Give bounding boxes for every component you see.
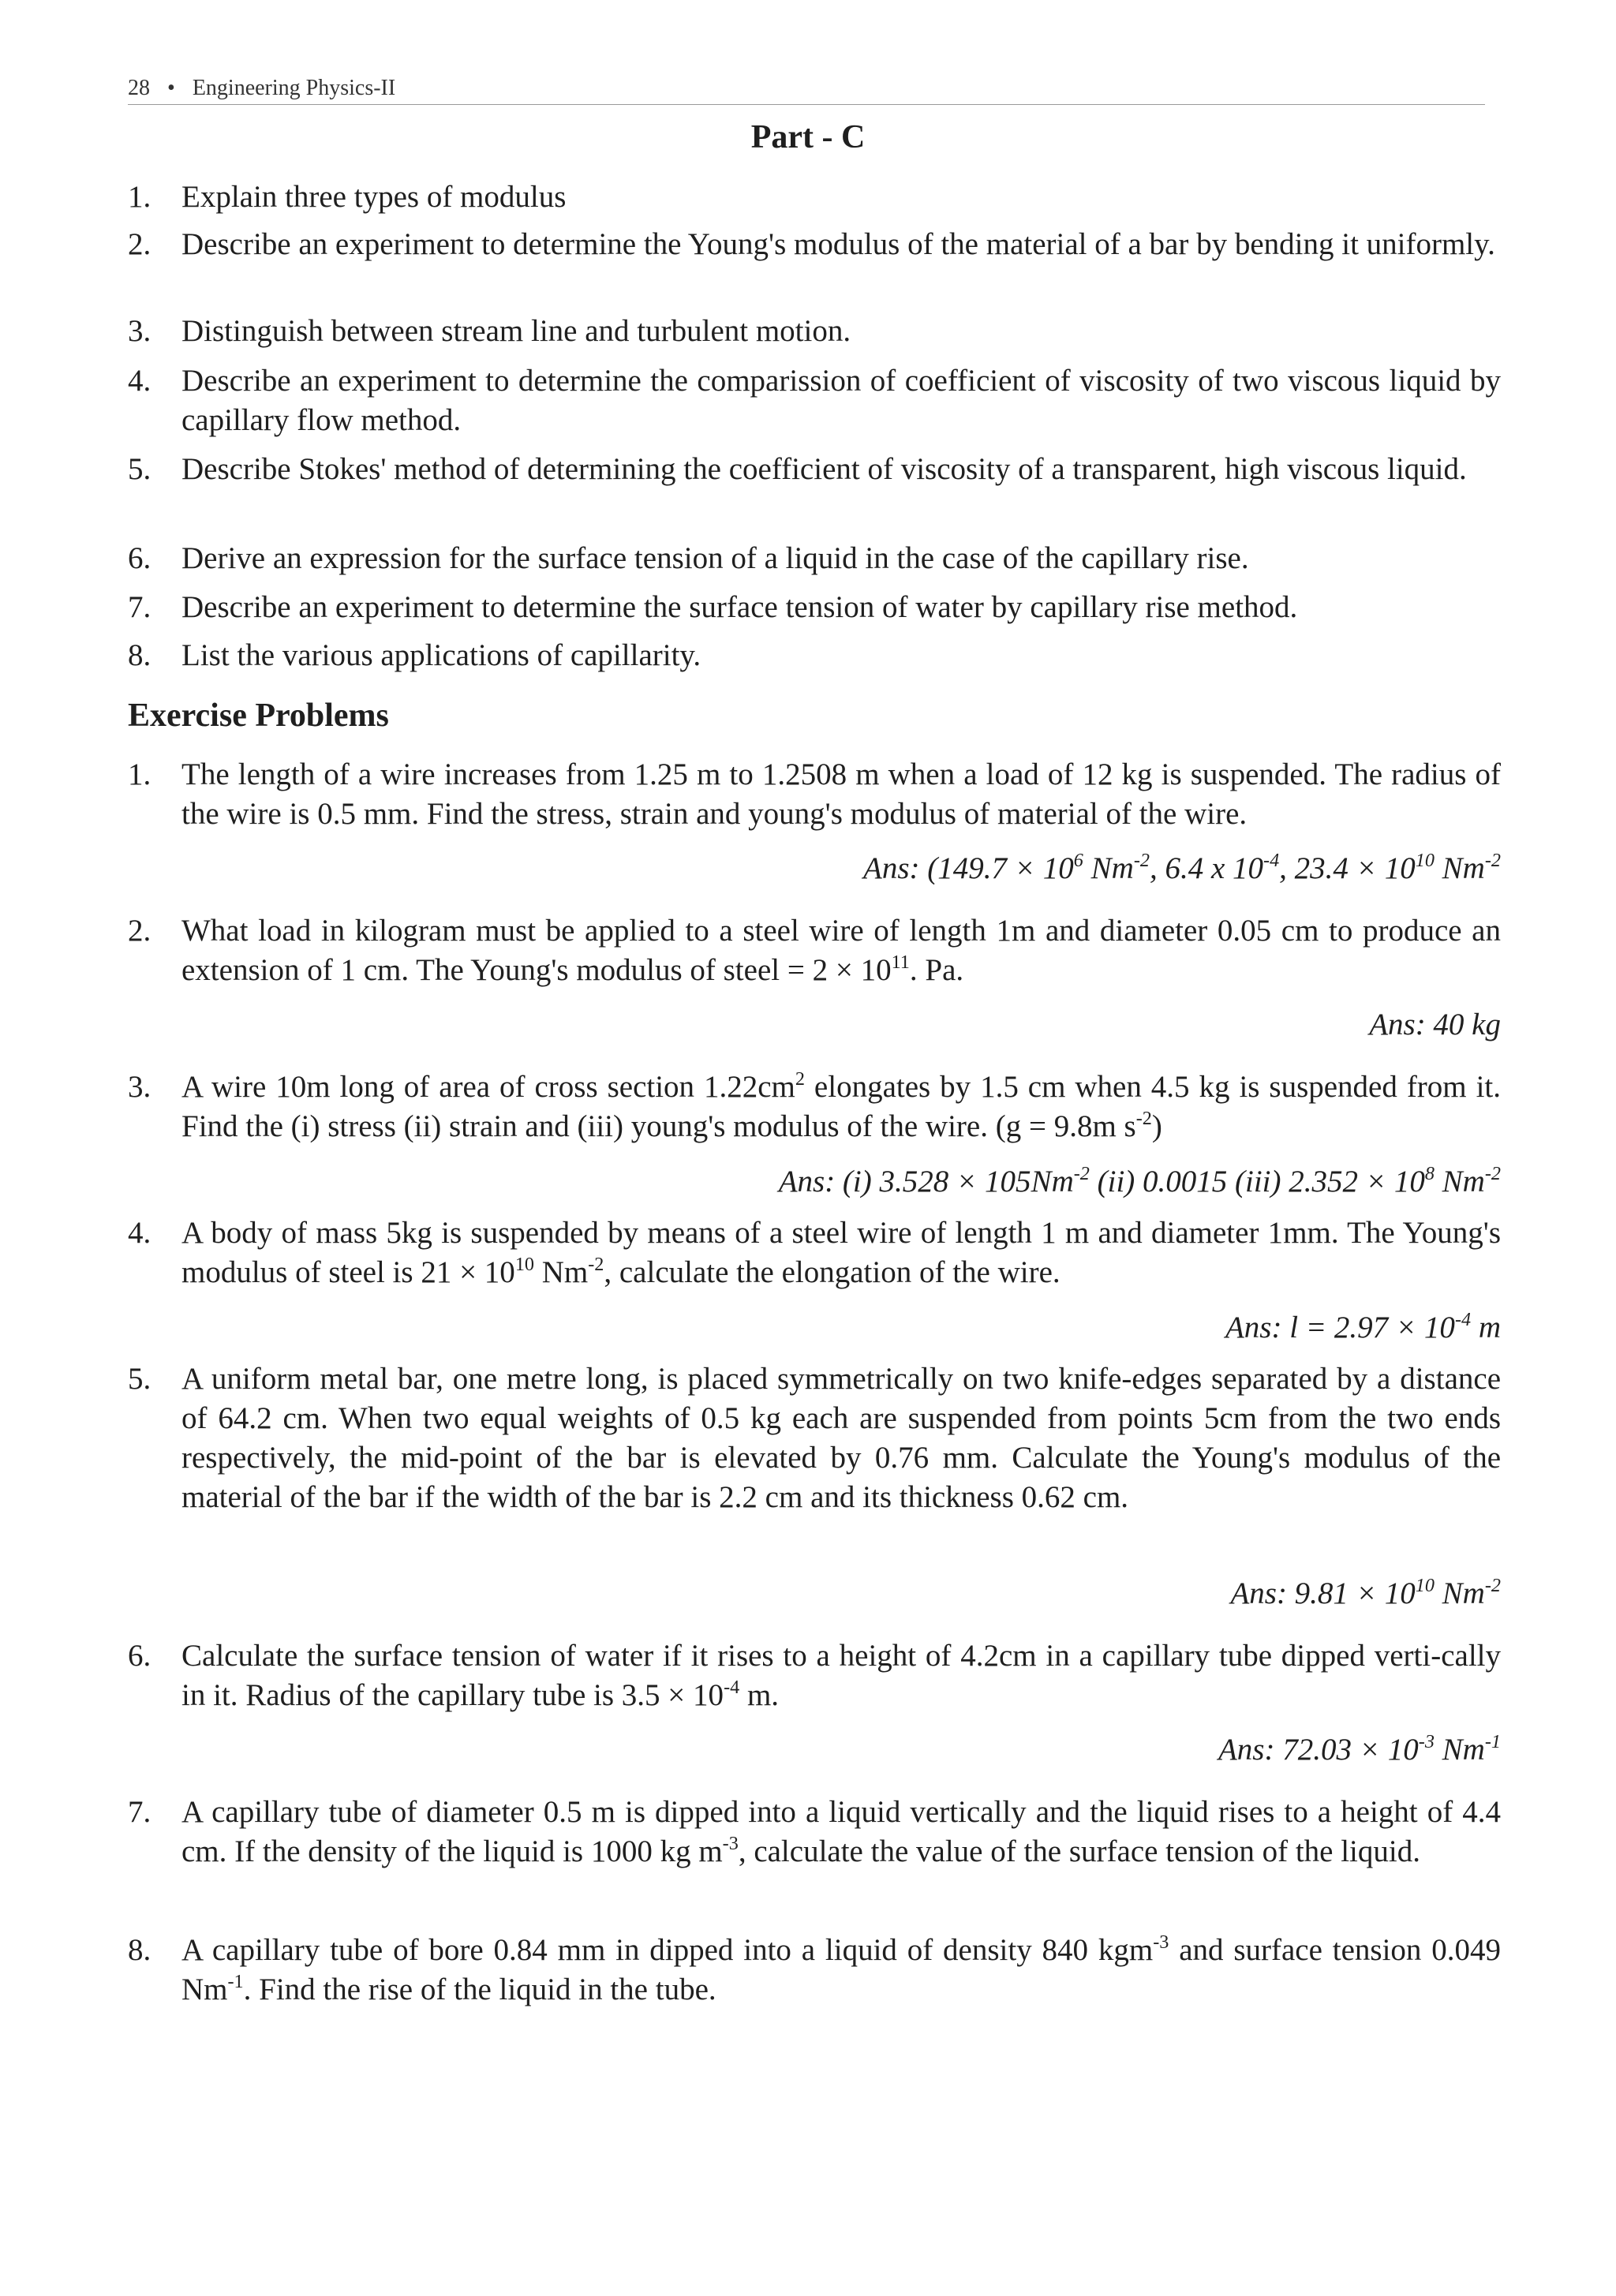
answer-text: , 23.4 × 10 [1279,851,1416,885]
superscript: -2 [1484,849,1501,871]
part-c-question [128,588,1501,627]
question-text: List the various applications of capillarity. [181,638,701,672]
problem-text [181,911,1501,990]
problem-text-part: , calculate the value of the surface tension of the liquid. [738,1834,1420,1868]
part-c-question [128,361,1501,440]
superscript: -1 [227,1970,244,1992]
answer-text: Ans: l = 2.97 × 10 [1225,1311,1455,1344]
problem-text-part: A capillary tube of diameter 0.5 m is dipped into a liquid vertically and the liquid rises to a height of 4.4 cm. If the density of the liquid is 1000 kg m [181,1795,1501,1868]
exercise-problem [128,1068,1501,1146]
problem-text-part: The length of a wire increases from 1.25 m to 1.2508 m when a load of 12 kg is suspended. The radius of the wire is 0.5 mm. Find the stress, strain and young's modulus of material of the wire. [181,757,1501,831]
answer [1218,1732,1501,1767]
superscript: 10 [1415,1574,1435,1596]
answer-text: Ans: (149.7 × 10 [863,851,1074,885]
question-number: 4. [128,364,152,398]
answer-text: Nm [1083,851,1134,885]
superscript: -4 [1263,849,1280,871]
problem-text-part: elongates by 1.5 cm when 4.5 kg is suspended from it. Find the (i) stress (ii) strain and (iii) young's modulus of the wire. (g = 9.8m s [181,1070,1501,1143]
problem-text [181,1213,1501,1292]
exercise-problem [128,1793,1501,1872]
superscript: -2 [1484,1574,1501,1596]
exercise-problems-title: Exercise Problems [128,697,389,734]
superscript: 10 [514,1253,534,1275]
superscript: -2 [1135,1107,1152,1129]
question-text: Describe an experiment to determine the comparission of coefficient of viscosity of two viscous liquid by capillary flow method. [181,364,1501,437]
part-c-question [128,225,1501,264]
question-text: Describe an experiment to determine the Young's modulus of the material of a bar by bending it uniformly. [181,227,1495,261]
question-text: Describe an experiment to determine the surface tension of water by capillary rise method. [181,590,1298,624]
problem-text [181,1359,1501,1517]
problem-text-part: A uniform metal bar, one metre long, is placed symmetrically on two knife-edges separated by a distance of 64.2 cm. When two equal weights of 0.5 kg each are suspended from points 5cm from the two ends respectively, the mid-point of the bar is elevated by 0.76 mm. Calculate the Young's modulus of the material of the bar if the width of the bar is 2.2 cm and its thickness 0.62 cm. [181,1362,1501,1514]
problem-number: 3. [128,1070,152,1104]
superscript: -3 [722,1832,739,1854]
answer-text: Nm [1434,1576,1485,1610]
problem-number: 7. [128,1795,152,1829]
question-number: 3. [128,314,152,348]
part-c-question [128,178,1501,217]
superscript: -2 [1073,1162,1090,1184]
part-c-question [128,312,1501,351]
exercise-problem [128,911,1501,990]
problem-text-part: Nm [533,1255,589,1289]
question-text: Explain three types of modulus [181,180,567,214]
answer-text: Ans: 40 kg [1369,1008,1501,1041]
answer [863,851,1501,886]
problem-text-part: . Find the rise of the liquid in the tube. [243,1973,716,2006]
problem-number: 5. [128,1362,152,1396]
problem-number: 1. [128,757,152,791]
part-c-question [128,539,1501,578]
exercise-problem [128,755,1501,834]
exercise-problem [128,1359,1501,1517]
answer-text: Nm [1434,851,1485,885]
problem-text [181,755,1501,834]
superscript: 11 [891,951,910,973]
problem-text-part: Calculate the surface tension of water if it rises to a height of 4.2cm in a capillary tube dipped verti-cally in it. Radius of the capillary tube is 3.5 × 10 [181,1639,1501,1712]
problem-text-part: A wire 10m long of area of cross section 1.22cm [181,1070,795,1104]
exercise-problem [128,1213,1501,1292]
answer-text: m [1471,1311,1501,1344]
answer [1230,1576,1501,1611]
problem-number: 2. [128,914,152,948]
problem-text-part: ) [1151,1109,1162,1143]
answer [779,1164,1501,1199]
problem-text-part: m. [739,1678,780,1712]
part-title: Part - C [750,119,866,155]
problem-text [181,1931,1501,2010]
superscript: -3 [1418,1730,1435,1752]
superscript: -4 [724,1676,740,1698]
question-text: Describe Stokes' method of determining the coefficient of viscosity of a transparent, high viscous liquid. [181,452,1467,486]
bullet-separator: • [167,76,175,100]
superscript: -2 [588,1253,604,1275]
problem-text-part: A capillary tube of bore 0.84 mm in dipped into a liquid of density 840 kgm [181,1933,1154,1967]
answer-text: Ans: 9.81 × 10 [1230,1576,1416,1610]
answer-text: Nm [1434,1733,1485,1767]
problem-text-part: and surface tension 0.049 Nm [181,1933,1501,2006]
answer [1369,1007,1501,1042]
superscript: 6 [1073,849,1083,871]
question-number: 8. [128,638,152,672]
problem-text [181,1636,1501,1715]
superscript: -1 [1484,1730,1501,1752]
answer-text: Ans: (i) 3.528 × 105Nm [778,1165,1074,1198]
superscript: -2 [1484,1162,1501,1184]
question-number: 6. [128,541,152,575]
problem-text-part: . Pa. [909,953,964,987]
problem-text-part: , calculate the elongation of the wire. [604,1255,1060,1289]
superscript: 10 [1415,849,1435,871]
answer-text: Ans: 72.03 × 10 [1218,1733,1419,1767]
problem-number: 6. [128,1639,152,1673]
running-header [128,76,1485,105]
question-number: 2. [128,227,152,261]
superscript: -4 [1454,1308,1472,1330]
superscript: 8 [1424,1162,1435,1184]
part-c-question [128,450,1501,489]
problem-text-part: A body of mass 5kg is suspended by means of a steel wire of length 1 m and diameter 1mm. The Young's modulus of steel is 21 × 10 [181,1216,1501,1289]
superscript: -3 [1153,1931,1169,1953]
question-number: 7. [128,590,152,624]
question-text: Derive an expression for the surface tension of a liquid in the case of the capillary rise. [181,541,1249,575]
page-number: 28 [128,76,150,100]
question-text: Distinguish between stream line and turbulent motion. [181,314,851,348]
question-number: 5. [128,452,152,486]
exercise-problem [128,1636,1501,1715]
part-c-question [128,636,1501,675]
exercise-problem [128,1931,1501,2010]
answer-text: Nm [1434,1165,1485,1198]
answer [1225,1310,1501,1345]
answer-text: , 6.4 x 10 [1149,851,1264,885]
answer-text: (ii) 0.0015 (iii) 2.352 × 10 [1089,1165,1425,1198]
problem-number: 4. [128,1216,152,1250]
problem-text [181,1793,1501,1872]
superscript: 2 [795,1068,805,1090]
problem-text [181,1068,1501,1146]
problem-number: 8. [128,1933,152,1967]
book-title: Engineering Physics-II [192,76,396,100]
superscript: -2 [1133,849,1150,871]
problem-text-part: What load in kilogram must be applied to a steel wire of length 1m and diameter 0.05 cm to produce an extension of 1 cm. The Young's modulus of steel = 2 × 10 [181,914,1501,987]
question-number: 1. [128,180,152,214]
